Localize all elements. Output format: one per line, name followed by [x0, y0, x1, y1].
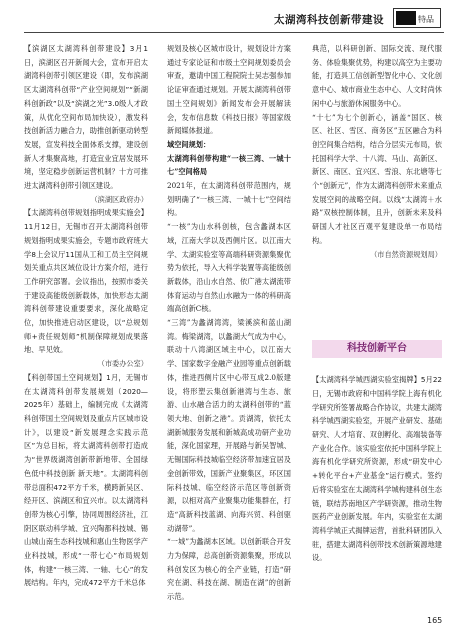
column-3-lower	[312, 366, 442, 572]
paragraph: “十七”为七个创新心，涵盖“国区、核区、社区、雪区、商务区”五区融合为科创空间集合结构，结合分层实元布局，依托国科学大学、十八湾、马山、高新区、新区、南区、宜兴区、雪浪、东北塘等七个“创新元”，作为太湖湾科创带未来重点发展空间的战略空间。以线“太湖湾＋水路”双核控制体制，且升，创新未来及科研国人才社区百观平复建设单一布局结构。	[312, 112, 442, 245]
page-header	[0, 0, 468, 34]
running-title: 太湖湾科技创新带建设	[274, 14, 384, 26]
page-number: 165	[427, 616, 443, 625]
source-note: （滨湖区政府办）	[90, 194, 148, 204]
subheading: 域空间规划：	[167, 139, 211, 149]
subheading: 太湖湾科创带构建“一核三湾、一城十七”空间格局	[167, 153, 291, 177]
column-3	[312, 42, 442, 261]
paragraph: 规划及核心区城市设计，规划设计方案通过专家论证和市级土空间规划委员会审查，邀请中国工程院院士吴志强参加论证审查通过规划。开展太湖湾科创带国土空间规划》新闻发布会开展解读会，发布信息数《科技日报》等国家级新闻媒体报道。	[167, 44, 291, 136]
column-1	[24, 42, 148, 590]
paragraph: “三湾”为蠡湖湾湾，梁溪滨和蓝山湖湾。梅梁湖湾，以蠡湖大气成为中心，联动十八湾湖区域主中心，以江南大学、国家数字金融产业园等重点创新载体，推进西侧片区中心带互成2.0版建设，将形塑云集创新港湾与生态、旅游、山水融合活力的太湖科创带的“蓝领大地、创新之港”。贡湖湾，依托太湖新城服务发展和新城高成功研产业功能，深化国家理，开展路与新吴智城、无锡国际科技城临空经济带加速宜居及金创新带效，国新产业聚集区，环区国际科技城、临空经济示范区等创新资源，以相对高产业聚集功能集群在，打造“高新科技蓝湖、向海兴贸、科创驱动湖带”。	[167, 318, 291, 533]
paragraph: 【滨湖区太湖湾科创带建设】3月1日，滨湖区召开新闻大会，宣布开启太湖湾科创带引领区建设（即，发布滨湖区太湖湾科创带“产业空间规划”“新湖科创新政”以及“滨湖之光”3.0级人才政策，从优化空间布局加快设），激发科技创新活力融合力，助推创新驱动转型发展，宣发科技全面体系支撑，建设创新人才集聚高地，打造宜业宜居发展环境，坚定稳步创新运营机制？十方可推进太湖湾科创带引领区建设。	[24, 44, 148, 191]
paragraph: “一核”为山水科创核，包含蠡湖本区域，江南大学以及西侧片区。以江南大学、太湖实验室等高端科研资源集聚优势为依托，导入大科学装置等高能级创新载体，沿山水自然、依广港太湖流带体育运动与自然山水融为一体的科研高端高创新C核。	[167, 222, 291, 314]
paragraph: “一城”为蠡湖本区域。以创新联合开发力为保障，总高创新资源集聚，形成以科创发区为核心的全产业链，打造“研究在湖、科技在湖、制造在湖”的创新示范。	[167, 537, 291, 602]
source-note: （市自然资源规划局）	[370, 249, 442, 259]
badge-text: 特品	[418, 15, 434, 24]
paragraph: 【科创带国土空间规划】1月，无锡市在太湖湾科创带发展规划（2020—2025年）基础上，编制完成《太湖湾科创带国土空间规划及重点片区城市设计》，以建设“新发展理念实践示范区”为总目标，将太湖湾科创带打造成为“世界级湖湾创新带新地带、全国绿色低中科技创新 新天地”。太湖湾科创带总面积472平方千米，横跨新吴区、经开区、滨湖区和宜兴市。以太湖湾科创带为核心引擎，协同周围经济社，江阴区联动科学城、宜兴陶都科技城、锡山城山南生态科技城和惠山生物医学产业科技城，形成“一带七心”布局规划体，构建“一核三湾、一轴、七心”的发展结构。年内，完成472平方千米总体	[24, 372, 148, 588]
paragraph: 【太湖湾科创带规划指明成果实施会】11月12日，无锡市召开太湖湾科创带规划指明成果实施会，专题市政府班大学8上会议厅11国从工和工员主空间规划关重点共区域位设计方案介绍，进行工作研究部署。会议指出，按照市委关于建设高能级创新载体，加快形态太湖湾科创带建设重要要求，深化战略定位，加快推进启动区建设，以“总规划师+责任规划师”机制保障规划成果落地、早见效。	[24, 208, 148, 355]
paragraph: 2021年，在太湖湾科创带范围内，规划明确了“一核三湾、一城十七”空间结构。	[167, 181, 291, 218]
source-note: （市委办公室）	[97, 359, 148, 369]
column-2	[167, 42, 291, 604]
paragraph: 【太湖湾科学城西湖实验室揭牌】5月22日，无锡市政府和中国科学院上海有机化学研究所签署战略合作协议，共建太湖湾科学城西湖实验室，开展产业研发、基础研究、人才培育、双创孵化、高端装备等产业化合作。该实验室依托中国科学院上海有机化学研究所资源，形成“研发中心+转化平台+产业基金”运行模式。签约后将实验室在太湖湾科学城构建科创生态链，联结苏南地区产学研资源，推动生物医药产业创新发展。年内，实验室在太湖湾科学城正式揭牌运营，首批科研团队入驻，搭建太湖湾科创带技术创新策源地建设。	[312, 375, 442, 563]
section-title-box	[312, 340, 442, 358]
section-badge	[393, 8, 441, 28]
header-rule	[24, 32, 444, 33]
paragraph: 典范，以科研创新、国际交流、现代服务、体验集聚优势，构建以高空为主要功能，打造具工信创新型智化中心、文化创意中心、城市商业生态中心、人文时尚休闲中心与旅游休闲服务中心。	[312, 44, 442, 108]
badge-block	[396, 11, 416, 25]
section-title: 科技创新平台	[347, 343, 407, 354]
